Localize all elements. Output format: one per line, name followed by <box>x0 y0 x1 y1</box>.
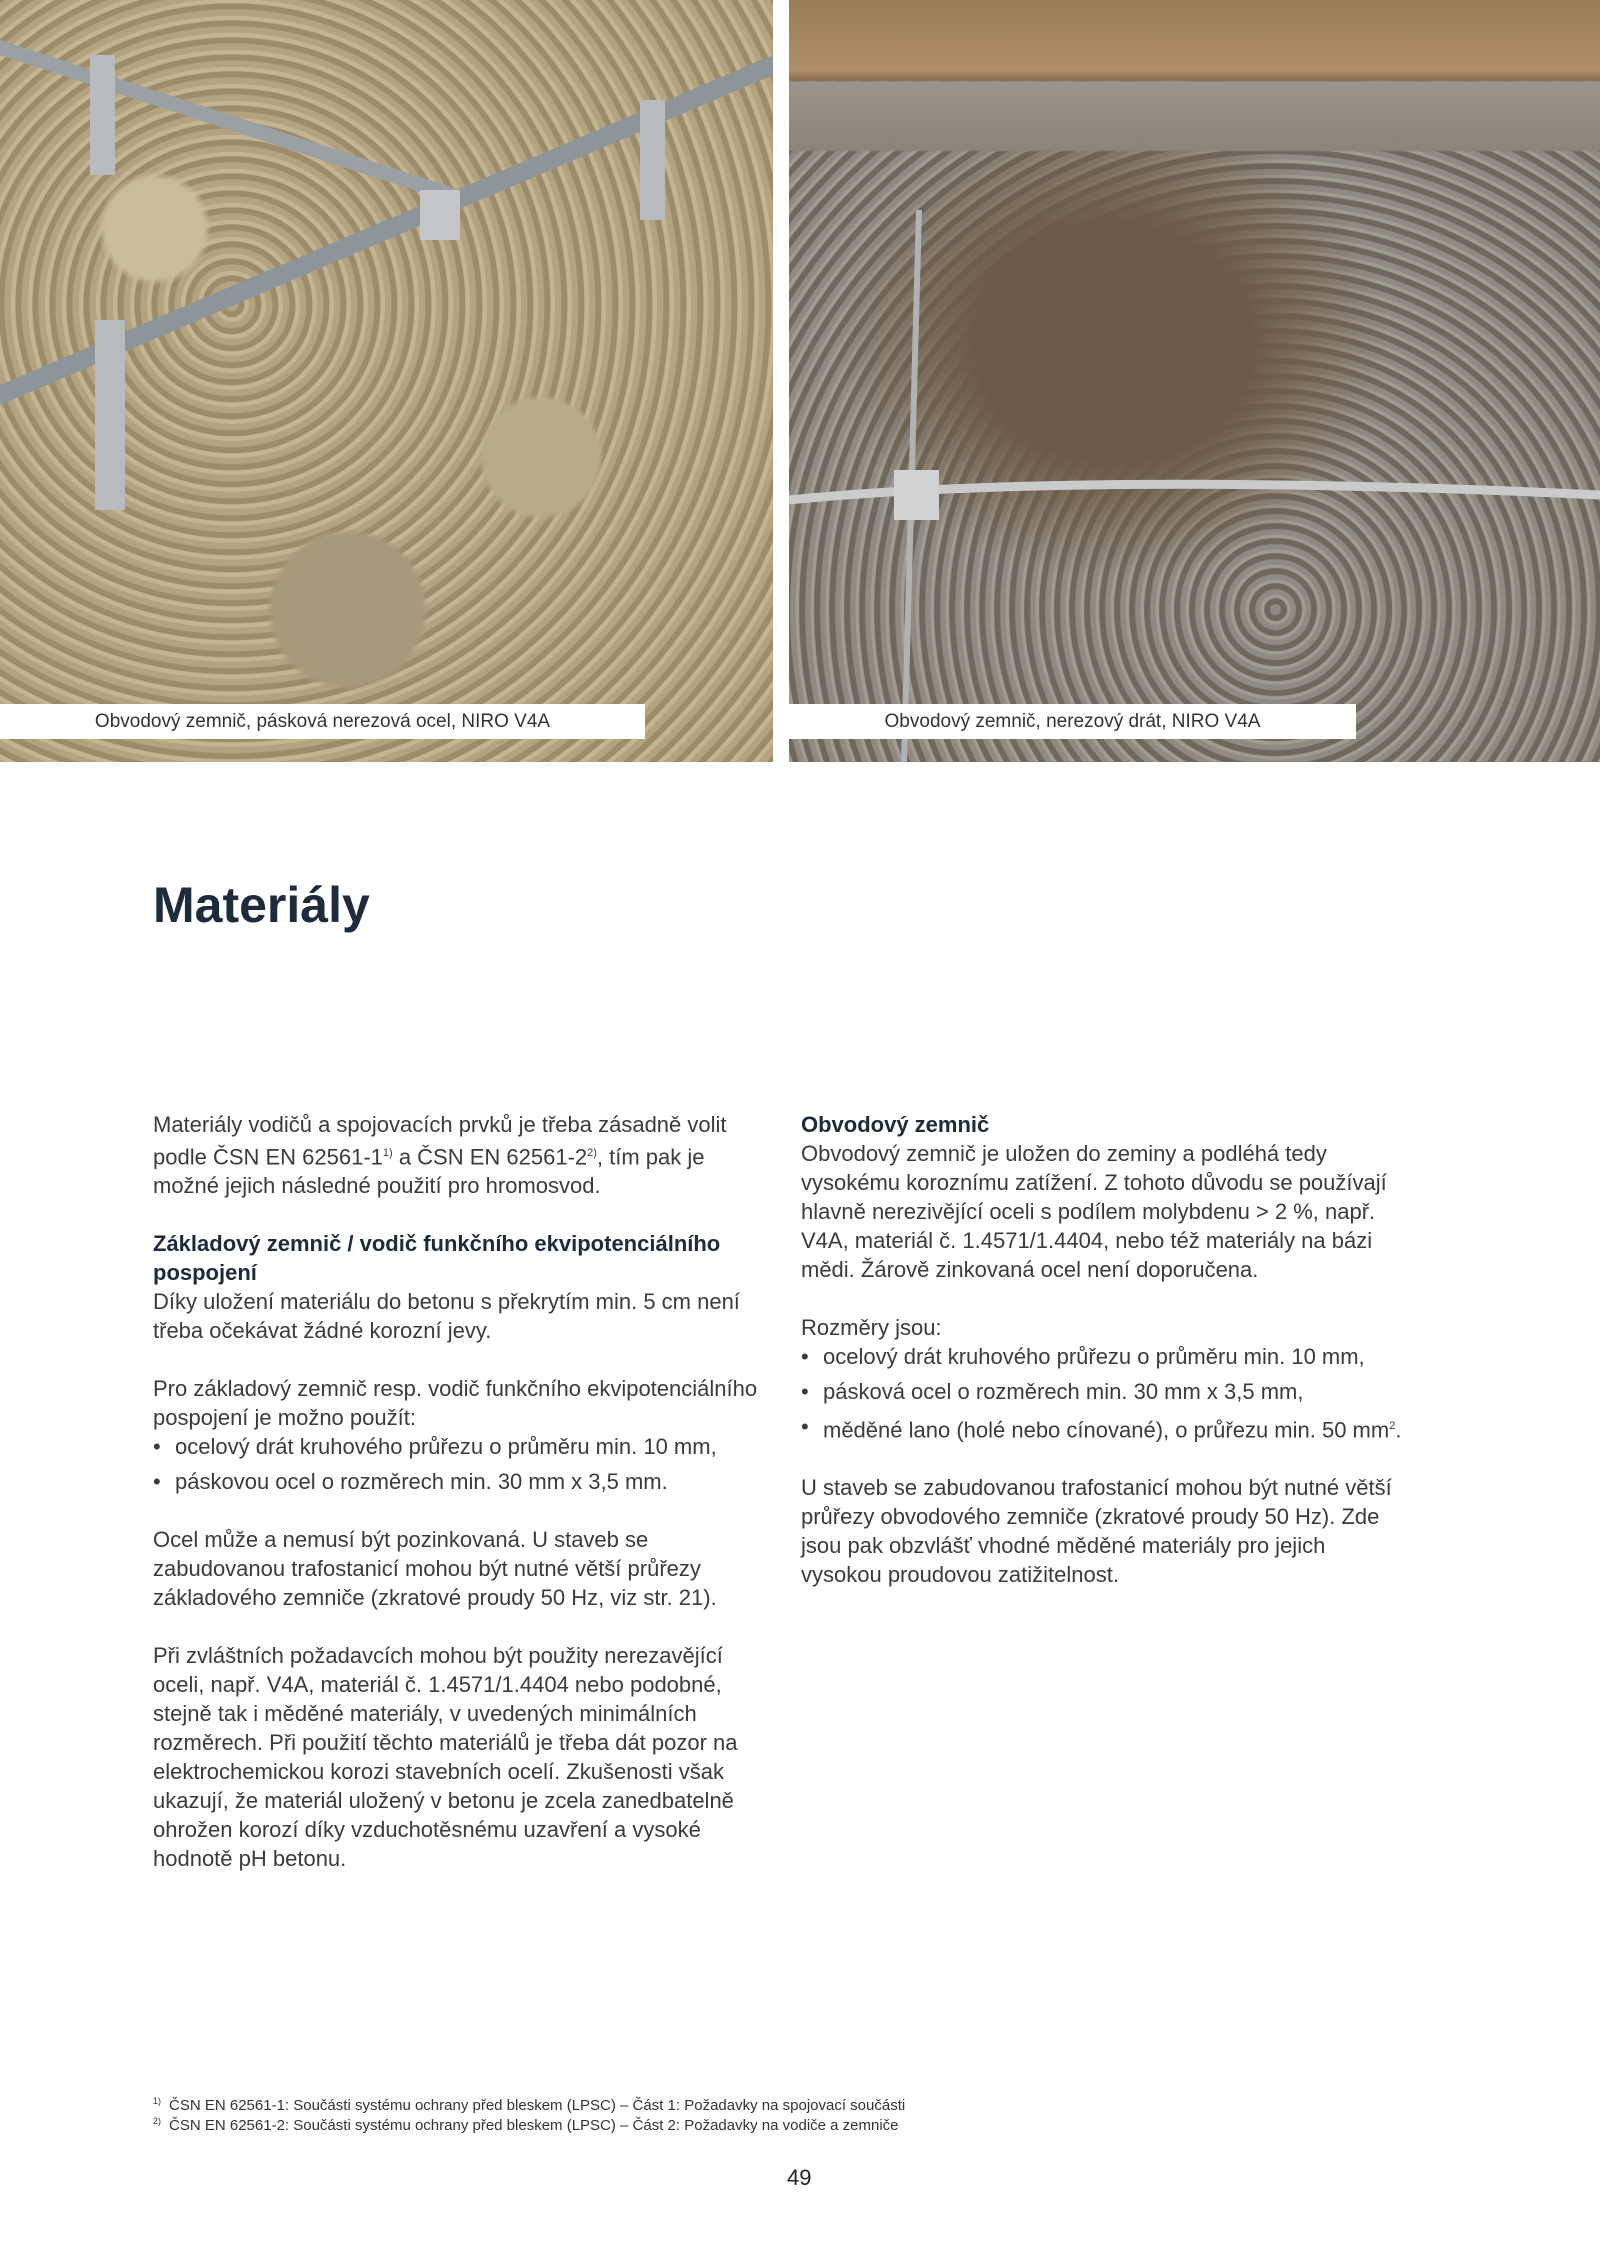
list-item <box>801 1412 1411 1444</box>
left-column <box>153 1110 763 1902</box>
text: měděné lano (holé nebo cínované), o průřezu min. 50 mm <box>823 1417 1390 1443</box>
paragraph: Díky uložení materiálu do betonu s překrytím min. 5 cm není třeba očekávat žádné korozní jevy. <box>153 1289 740 1344</box>
right-column <box>801 1110 1411 1618</box>
text: a ČSN EN 62561-2 <box>392 1144 588 1170</box>
paragraph: Obvodový zemnič je uložen do zeminy a podléhá tedy vysokému koroznímu zatížení. Z tohoto důvodu se používají hlavně nerezivějící oceli s podílem molybdenu > 2 %, např. V4A, materiál č. 1.4571/1.4404, nebo též materiály na bázi mědi. Žárově zinkovaná ocel není doporučena. <box>801 1141 1387 1282</box>
section-heading: Základový zemnič / vodič funkčního ekvipotenciálního pospojení <box>153 1231 721 1286</box>
photo-caption: Obvodový zemnič, nerezový drát, NIRO V4A <box>789 704 1356 739</box>
footnote-text: ČSN EN 62561-1: Součásti systému ochrany před bleskem (LPSC) – Část 1: Požadavky na spojovací součásti <box>169 2097 906 2114</box>
superscript: 2 <box>1389 1420 1396 1432</box>
list-item: • ocelový drát kruhového průřezu o průměru min. 10 mm, <box>153 1432 763 1461</box>
photo-caption: Obvodový zemnič, pásková nerezová ocel, NIRO V4A <box>0 704 645 739</box>
list-item: • páskovou ocel o rozměrech min. 30 mm x 3,5 mm. <box>153 1467 763 1496</box>
photo-strip-earth-electrode <box>0 0 773 762</box>
footnote-ref: 2) <box>587 1147 597 1159</box>
paragraph: Při zvláštních požadavcích mohou být použity nerezavějící oceli, např. V4A, materiál č. 1.4571/1.4404 nebo podobné, stejně tak i měděné materiály, v uvedených minimálních rozměrech. Při použití těchto materiálů je třeba dát pozor na elektrochemickou korozi stavebních ocelí. Zkušenosti však ukazují, že materiál uložený v betonu je zcela zanedbatelně ohrožen korozí díky vzduchotěsnému uzavření a vysoké hodnotě pH betonu. <box>153 1643 738 1872</box>
paragraph: Pro základový zemnič resp. vodič funkčního ekvipotenciálního pospojení je možno použít: <box>153 1376 758 1431</box>
page-number: 49 <box>787 2165 812 2190</box>
footnote-mark: 1) <box>153 2096 162 2106</box>
paragraph: U staveb se zabudovanou trafostanicí mohou být nutné větší průřezy obvodového zemniče (zkratové proudy 50 Hz). Zde jsou pak obzvlášť vhodné měděné materiály pro jejich vysokou proudovou zatižitelnost. <box>801 1475 1392 1588</box>
list-item: • pásková ocel o rozměrech min. 30 mm x 3,5 mm, <box>801 1377 1411 1406</box>
steel-strip-illustration <box>0 0 773 762</box>
photo-wire-earth-electrode <box>789 0 1600 762</box>
intro-paragraph <box>153 1110 763 1200</box>
bullet-list <box>801 1342 1411 1444</box>
steel-wire-illustration <box>789 0 1600 762</box>
paragraph: Ocel může a nemusí být pozinkovaná. U staveb se zabudovanou trafostanicí mohou být nutné větší průřezy základového zemniče (zkratové proudy 50 Hz, viz str. 21). <box>153 1527 717 1611</box>
text: Materiály vodičů a spojovacích prvků je třeba zásadně volit podle ČSN EN 62561-1 <box>153 1112 727 1170</box>
footnote-ref: 1) <box>382 1147 393 1159</box>
section-heading: Obvodový zemnič <box>801 1112 990 1137</box>
text: . <box>1395 1417 1402 1443</box>
paragraph: Rozměry jsou: <box>801 1315 942 1340</box>
text: , tím pak je možné jejich následné použití pro hromosvod. <box>153 1144 705 1199</box>
page-title: Materiály <box>153 877 370 933</box>
footnote <box>153 2111 899 2136</box>
list-item: • ocelový drát kruhového průřezu o průměru min. 10 mm, <box>801 1342 1411 1371</box>
footnote-text: ČSN EN 62561-2: Součásti systému ochrany před bleskem (LPSC) – Část 2: Požadavky na vodiče a zemniče <box>169 2117 899 2134</box>
bullet-list <box>153 1432 763 1496</box>
footnote-mark: 2) <box>153 2116 162 2126</box>
